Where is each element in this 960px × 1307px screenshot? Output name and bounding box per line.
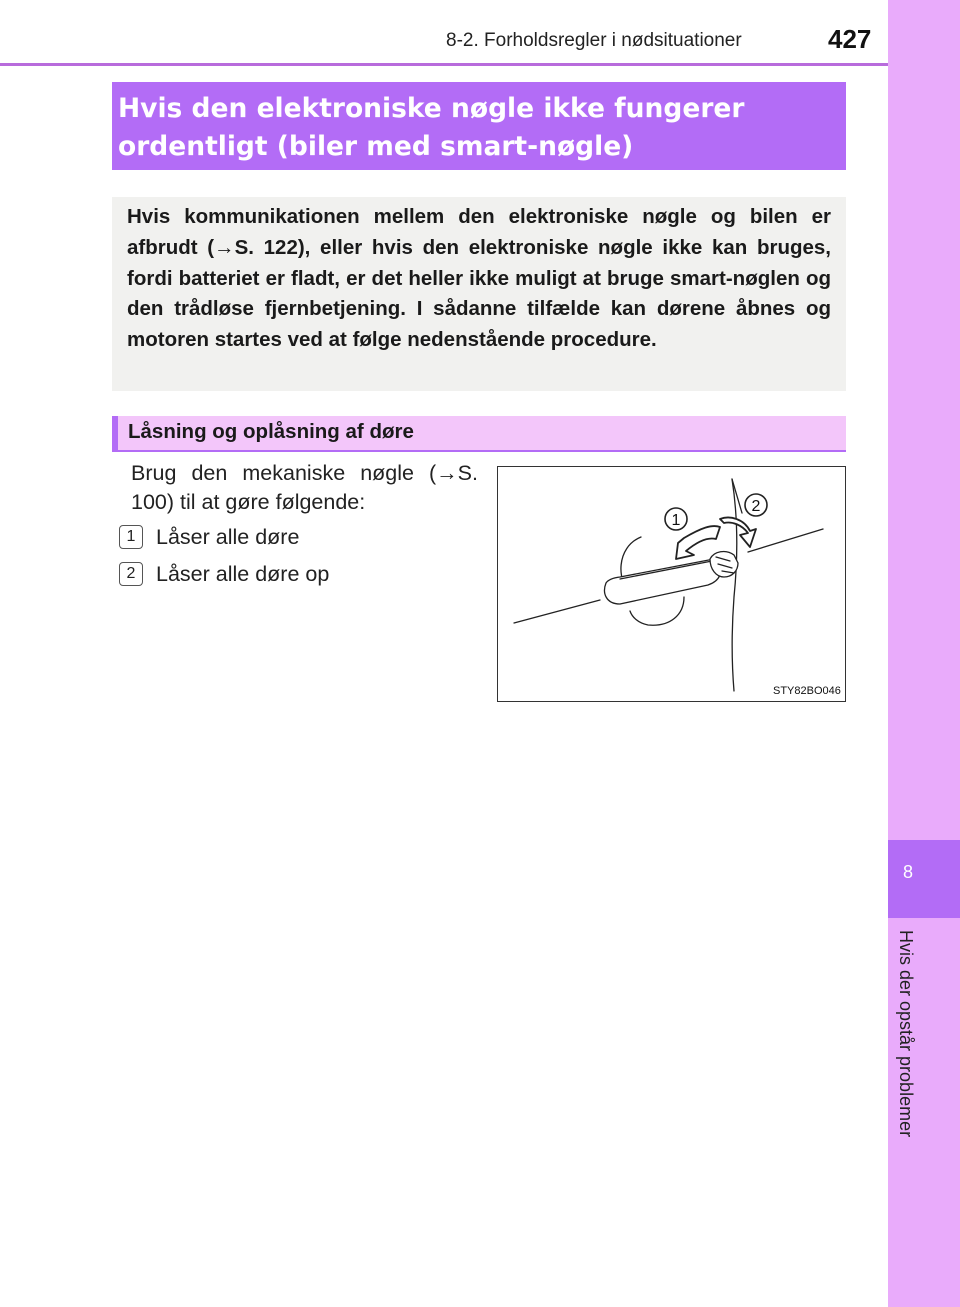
door-body-line <box>514 600 600 623</box>
step-number-badge: 1 <box>119 525 143 549</box>
intro-box <box>112 197 846 391</box>
header-section-title: 8-2. Forholdsregler i nødsituationer <box>446 30 742 51</box>
callout-2-label: 2 <box>751 498 761 515</box>
side-tab-chapter-number: 8 <box>902 862 913 882</box>
door-edge-line <box>732 479 742 513</box>
door-handle <box>605 559 721 604</box>
door-handle-key-drawing <box>498 467 844 700</box>
step-label: Låser alle døre <box>156 525 300 549</box>
section-heading-bar <box>112 416 846 452</box>
door-body-line <box>748 529 823 552</box>
step-label: Låser alle døre op <box>156 562 330 586</box>
figure-code: STY82BO046 <box>773 685 841 697</box>
door-edge-line <box>732 479 737 691</box>
page-title-line-2: ordentligt (biler med smart-nøgle) <box>118 131 634 162</box>
section-body-text: Brug den mekaniske nøgle (→S. 100) til at gøre følgende: <box>131 461 478 514</box>
step-number-badge: 2 <box>119 562 143 586</box>
section-title: Låsning og oplåsning af døre <box>128 420 414 443</box>
page-title-line-1: Hvis den elektroniske nøgle ikke fungerer <box>118 93 745 124</box>
page-number: 427 <box>828 24 872 54</box>
door-lock-illustration <box>497 466 846 702</box>
intro-text: Hvis kommunikationen mellem den elektroniske nøgle og bilen er afbrudt (→S. 122), eller hvis den elektroniske nøgle ikke kan bruges, fordi batteriet er fladt, er det heller ikke muligt at bruge smart-nøglen og den trådløse fjernbetjening. I sådanne tilfælde kan dørene åbnes og motoren startes ved at følge nedenstående procedure. <box>127 205 831 352</box>
callout-1-label: 1 <box>671 512 681 529</box>
page-title-box <box>112 82 846 170</box>
unlock-arrow <box>720 518 756 548</box>
header-divider <box>0 63 888 66</box>
handle-recess-outline <box>630 597 684 625</box>
side-tab-chapter-title: Hvis der opstår problemer <box>896 930 916 1138</box>
